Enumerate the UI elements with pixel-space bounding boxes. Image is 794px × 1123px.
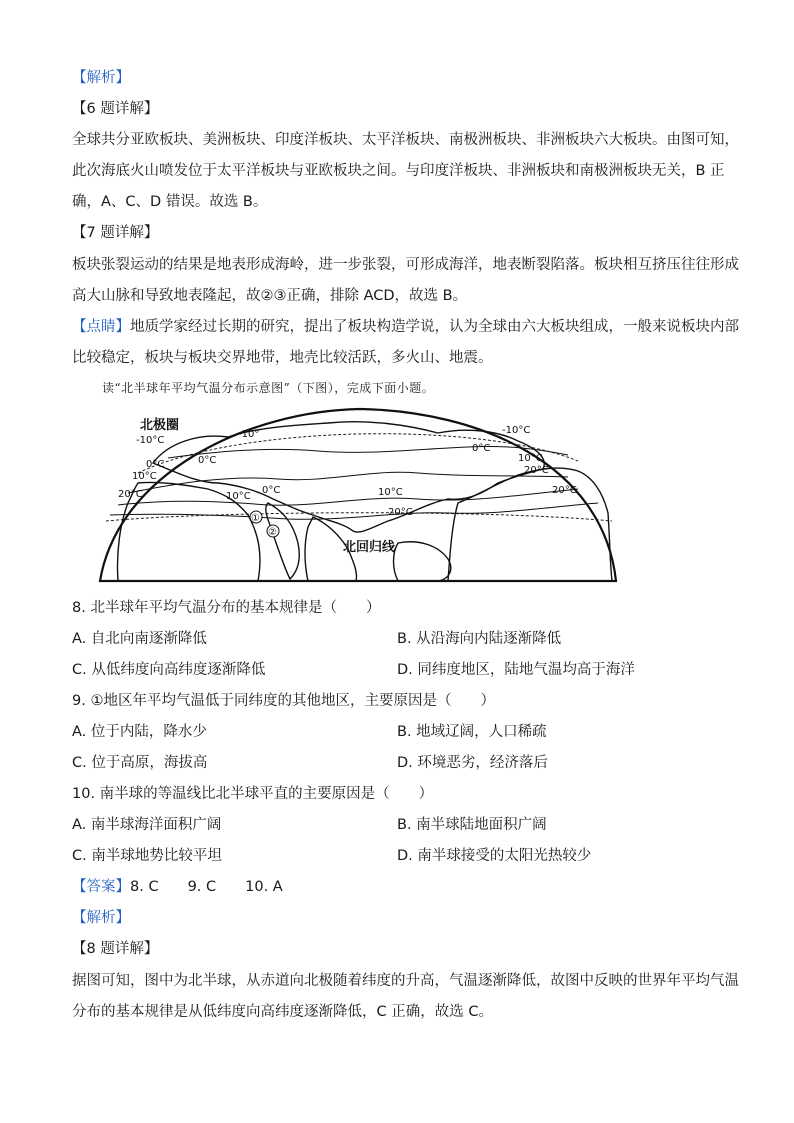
text-line: 此次海底火山喷发位于太平洋板块与亚欧板块之间。与印度洋板块、非洲板块和南极洲板块无关，B 正 [72,163,725,179]
label-arctic-circle: 北极圈 [140,418,180,433]
question-stem: 9. ①地区年平均气温低于同纬度的其他地区，主要原因是（ ） [72,693,495,709]
question-option: C. 位于高原，海拔高 [72,755,208,771]
question-stem: 10. 南半球的等温线比北半球平直的主要原因是（ ） [72,786,434,802]
label-marker-2: ② [268,527,277,538]
label-temp: 10°C [132,471,157,482]
tip-label: 【点睛】 [72,319,130,335]
label-temp: 20°C [118,489,143,500]
label-temp: 20°C [552,485,577,496]
label-temp: 0°C [146,459,165,470]
text-line: 【8 题详解】 [72,941,159,957]
text-line: 全球共分亚欧板块、美洲板块、印度洋板块、太平洋板块、南极洲板块、非洲板块六大板块。由图可知， [72,132,739,148]
label-temp: -10°C [502,425,531,436]
label-temp: -10°C [136,435,165,446]
map-caption: 读“北半球年平均气温分布示意图”（下图），完成下面小题。 [102,381,435,395]
label-temp: 20°C [524,465,549,476]
tip-text: 地质学家经过长期的研究，提出了板块构造学说，认为全球由六大板块组成，一般来说板块内部 [130,319,739,335]
label-temp: 10°C [518,453,543,464]
question-option: D. 同纬度地区，陆地气温均高于海洋 [397,662,635,678]
question-option: A. 自北向南逐渐降低 [72,631,207,647]
question-option: B. 南半球陆地面积广阔 [397,817,547,833]
temperature-map [98,403,618,584]
text-line: 据图可知，图中为北半球，从赤道向北极随着纬度的升高，气温逐渐降低，故图中反映的世界年平均气温 [72,973,739,989]
label-temp: -10° [238,429,260,440]
answer-text: 8. C 9. C 10. A [130,879,283,895]
label-temp: 20°C [388,507,413,518]
label-marker-1: ① [251,513,260,524]
question-option: C. 南半球地势比较平坦 [72,848,222,864]
question-option: D. 南半球接受的太阳光热较少 [397,848,592,864]
question-option: D. 环境恶劣，经济落后 [397,755,548,771]
label-temp: 10°C [226,491,251,502]
text-line: 分布的基本规律是从低纬度向高纬度逐渐降低，C 正确，故选 C。 [72,1004,493,1020]
label-temp: 0°C [262,485,281,496]
answer-line [72,877,283,897]
answer-label: 【答案】 [72,879,130,895]
text-line: 确，A、C、D 错误。故选 B。 [72,194,268,210]
label-temp: 0°C [472,443,491,454]
text-line: 【解析】 [72,70,130,86]
text-line: 板块张裂运动的结果是地表形成海岭，进一步张裂，可形成海洋，地表断裂陷落。板块相互挤压往往形成 [72,257,739,273]
map-frame [100,409,616,581]
text-line [72,317,739,337]
question-option: C. 从低纬度向高纬度逐渐降低 [72,662,266,678]
text-line: 【6 题详解】 [72,101,159,117]
question-option: A. 南半球海洋面积广阔 [72,817,222,833]
label-tropic: 北回归线 [343,540,396,555]
text-line: 【7 题详解】 [72,225,159,241]
question-option: B. 从沿海向内陆逐渐降低 [397,631,562,647]
text-line: 高大山脉和导致地表隆起，故②③正确，排除 ACD，故选 B。 [72,288,468,304]
text-line: 【解析】 [72,910,130,926]
text-line: 比较稳定，板块与板块交界地带，地壳比较活跃，多火山、地震。 [72,350,493,366]
label-temp: 0°C [198,455,217,466]
question-option: A. 位于内陆，降水少 [72,724,207,740]
question-stem: 8. 北半球年平均气温分布的基本规律是（ ） [72,600,381,616]
label-temp: 10°C [378,487,403,498]
question-option: B. 地域辽阔，人口稀疏 [397,724,547,740]
